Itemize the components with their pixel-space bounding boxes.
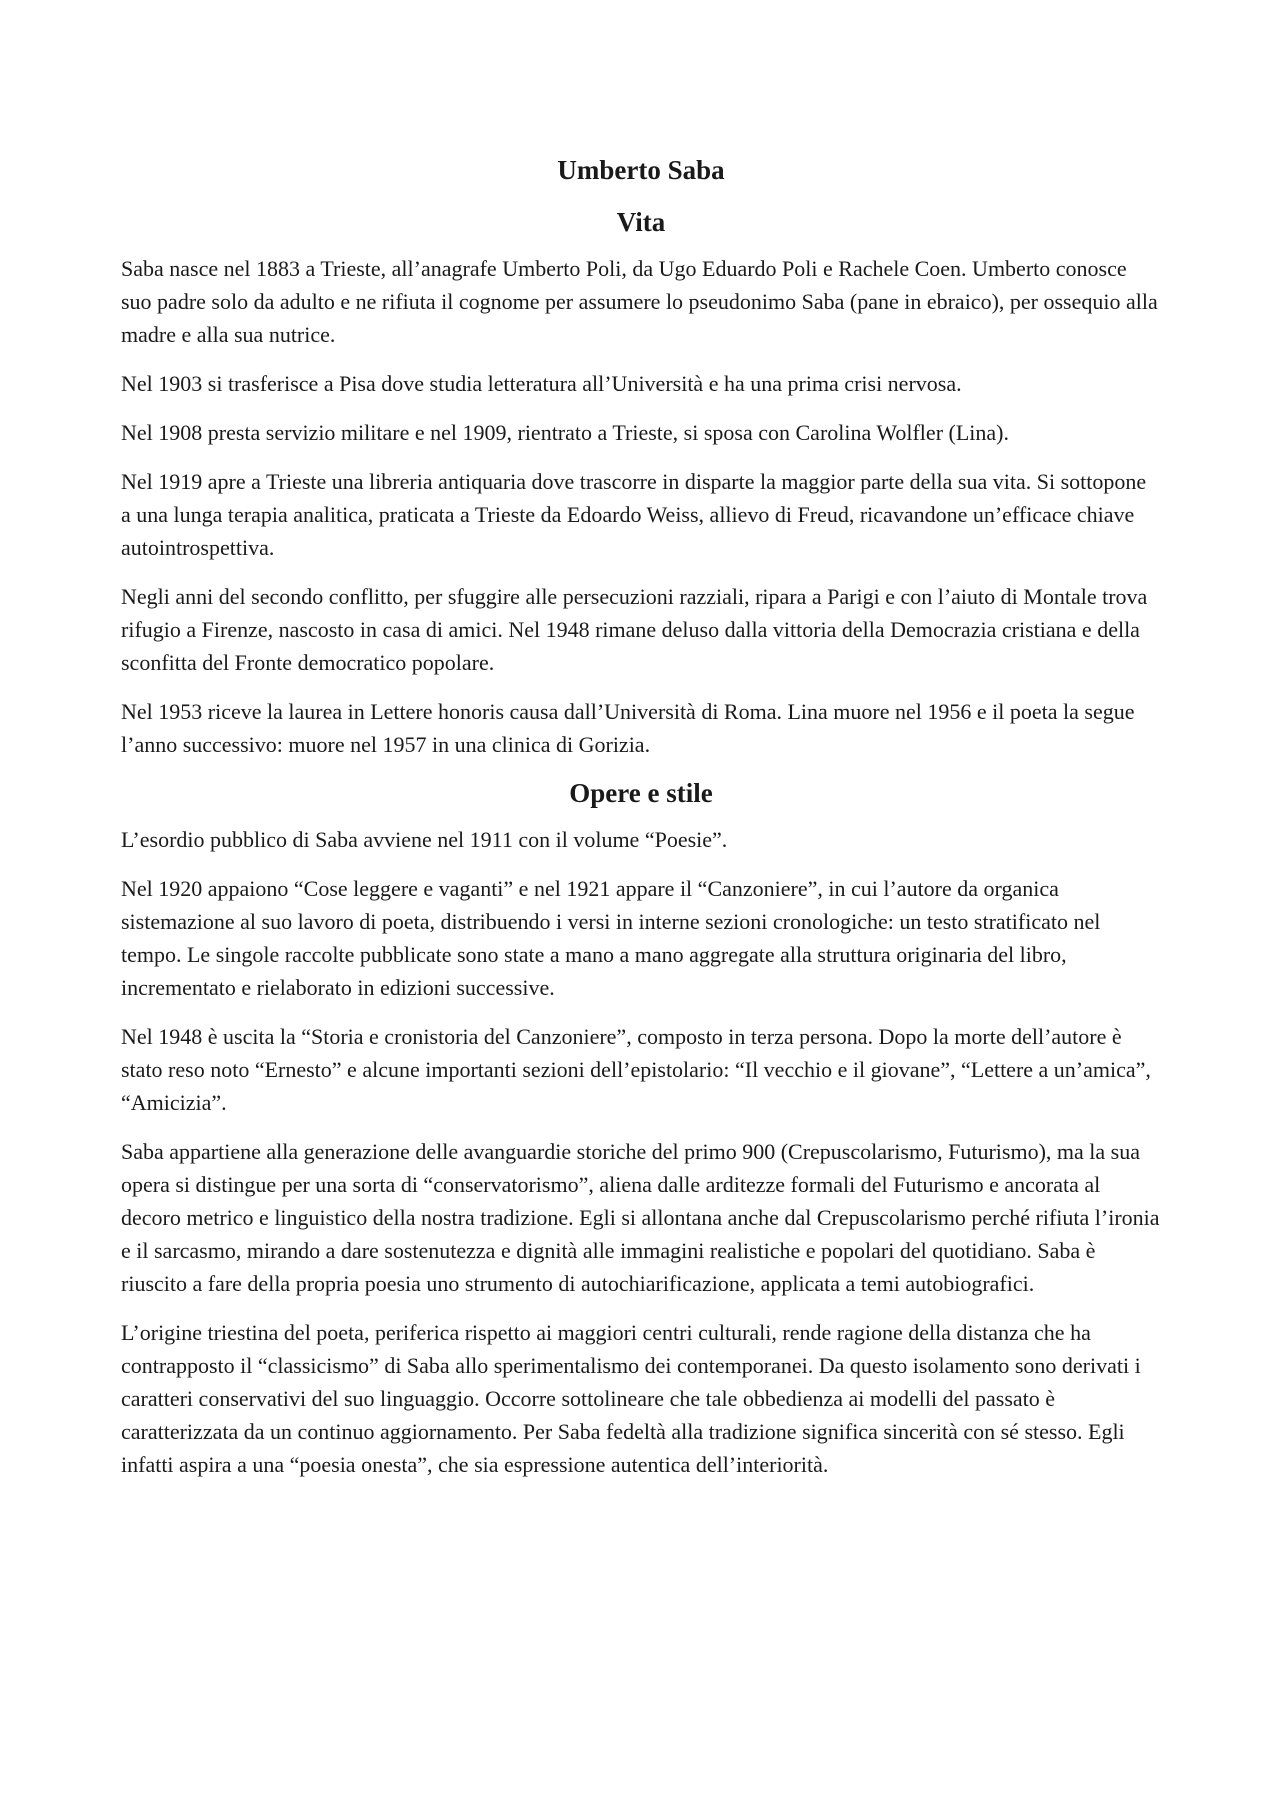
paragraph: L’esordio pubblico di Saba avviene nel 1911 con il volume “Poesie”. [121, 827, 728, 852]
section-opere-body [121, 823, 1161, 1481]
paragraph: Nel 1953 riceve la laurea in Lettere honoris causa dall’Università di Roma. Lina muore nel 1956 e il poeta la segue l’anno successivo: muore nel 1957 in una clinica di Gorizia. [121, 699, 1135, 757]
paragraph: Nel 1908 presta servizio militare e nel 1909, rientrato a Trieste, si sposa con Carolina Wolfler (Lina). [121, 420, 1009, 445]
paragraph: Saba nasce nel 1883 a Trieste, all’anagrafe Umberto Poli, da Ugo Eduardo Poli e Rachele Coen. Umberto conosce suo padre solo da adulto e ne rifiuta il cognome per assumere lo pseudonimo Saba (pane in ebraico), per ossequio alla madre e alla sua nutrice. [121, 256, 1158, 347]
section-heading-vita: Vita [616, 207, 666, 237]
section-heading-opere-e-stile: Opere e stile [569, 778, 713, 808]
document-title: Umberto Saba [557, 155, 725, 185]
section-vita-body [121, 252, 1161, 761]
paragraph: Nel 1919 apre a Trieste una libreria antiquaria dove trascorre in disparte la maggior parte della sua vita. Si sottopone a una lunga terapia analitica, praticata a Trieste da Edoardo Weiss, allievo di Freud, ricavandone un’efficace chiave autointrospettiva. [121, 469, 1147, 560]
paragraph: Nel 1948 è uscita la “Storia e cronistoria del Canzoniere”, composto in terza persona. Dopo la morte dell’autore è stato reso noto “Ernesto” e alcune importanti sezioni dell’epistolario: “Il vecchio e il giovane”, “Lettere a un’amica”, “Amicizia”. [121, 1024, 1151, 1115]
paragraph: Negli anni del secondo conflitto, per sfuggire alle persecuzioni razziali, ripara a Parigi e con l’aiuto di Montale trova rifugio a Firenze, nascosto in casa di amici. Nel 1948 rimane deluso dalla vittoria della Democrazia cristiana e della sconfitta del Fronte democratico popolare. [121, 584, 1148, 675]
paragraph: Nel 1903 si trasferisce a Pisa dove studia letteratura all’Università e ha una prima crisi nervosa. [121, 371, 962, 396]
paragraph: Nel 1920 appaiono “Cose leggere e vaganti” e nel 1921 appare il “Canzoniere”, in cui l’autore da organica sistemazione al suo lavoro di poeta, distribuendo i versi in interne sezioni cronologiche: un testo stratificato nel tempo. Le singole raccolte pubblicate sono state a mano a mano aggregate alla struttura originaria del libro, incrementato e rielaborato in edizioni successive. [121, 876, 1101, 1000]
paragraph: L’origine triestina del poeta, periferica rispetto ai maggiori centri culturali, rende ragione della distanza che ha contrapposto il “classicismo” di Saba allo sperimentalismo dei contemporanei. Da questo isolamento sono derivati i caratteri conservativi del suo linguaggio. Occorre sottolineare che tale obbedienza ai modelli del passato è caratterizzata da un continuo aggiornamento. Per Saba fedeltà alla tradizione significa sincerità con sé stesso. Egli infatti aspira a una “poesia onesta”, che sia espressione autentica dell’interiorità. [121, 1320, 1141, 1477]
paragraph: Saba appartiene alla generazione delle avanguardie storiche del primo 900 (Crepuscolarismo, Futurismo), ma la sua opera si distingue per una sorta di “conservatorismo”, aliena dalle arditezze formali del Futurismo e ancorata al decoro metrico e linguistico della nostra tradizione. Egli si allontana anche dal Crepuscolarismo perché rifiuta l’ironia e il sarcasmo, mirando a dare sostenutezza e dignità alle immagini realistiche e popolari del quotidiano. Saba è riuscito a fare della propria poesia uno strumento di autochiarificazione, applicata a temi autobiografici. [121, 1139, 1160, 1296]
document-page [121, 148, 1161, 1497]
